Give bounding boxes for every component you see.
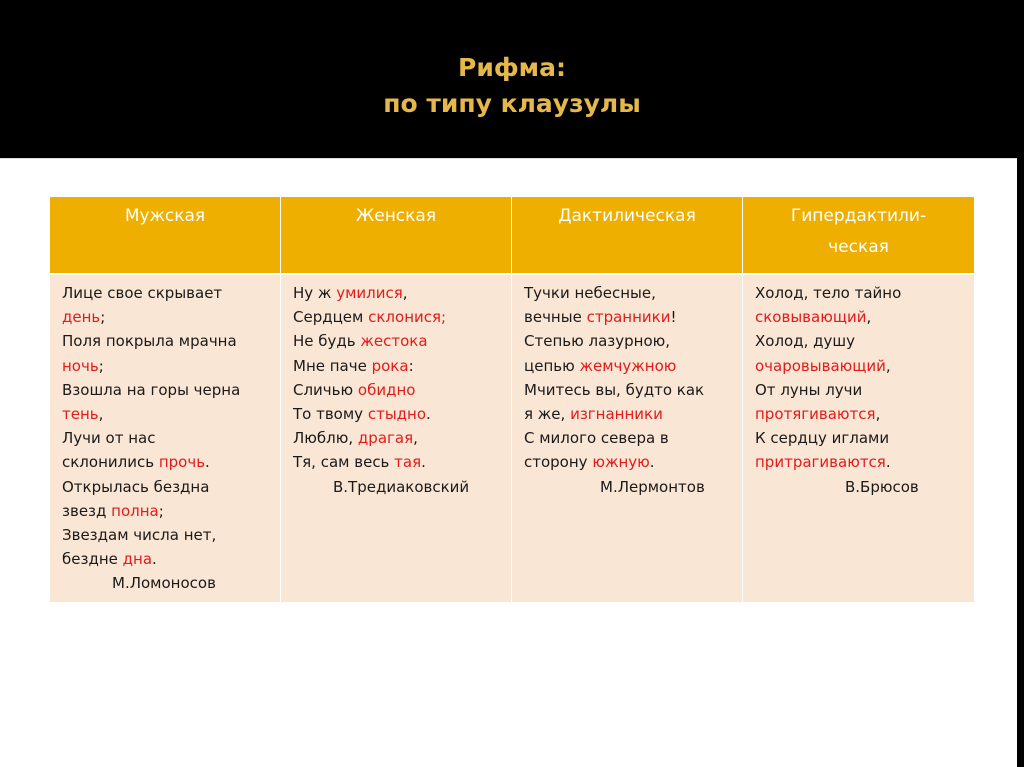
poem-text: Тучки небесные, (524, 284, 656, 302)
rhyme-word: тая (394, 453, 422, 472)
poem-text: вечные (524, 308, 587, 327)
rhyme-word: прочь (158, 453, 206, 472)
header-divider (0, 158, 1017, 159)
poem-text: я же, (524, 405, 571, 424)
rhyme-word: стыдно (367, 405, 427, 424)
poem-text: Звездам числа нет, (62, 526, 217, 545)
poem-text: К сердцу иглами (755, 429, 890, 448)
rhyme-word: умилися (336, 284, 403, 302)
rhyme-word: тень (62, 405, 99, 424)
rhyme-table (49, 197, 975, 602)
poem-line (62, 305, 270, 329)
header-masculine: Мужская (50, 197, 281, 274)
poem-cell-lermontov (512, 274, 743, 602)
poem-line (524, 402, 732, 426)
header-hyperdactylic (743, 197, 975, 274)
poem-line (62, 354, 270, 378)
poem-line (293, 281, 501, 305)
poem-punct: . (421, 453, 426, 472)
poem-text: сторону (524, 453, 593, 472)
poem-text: Степью лазурною, (524, 332, 671, 351)
poem-cell-bryusov (743, 274, 975, 602)
poem-punct: : (408, 356, 414, 375)
rhyme-word: сковывающий (755, 308, 867, 327)
header-hyperdactylic-line-1: Гипердактили- (790, 206, 927, 226)
poem-line (524, 426, 732, 450)
poem-author: В.Брюсов (845, 477, 919, 496)
poem-line (293, 378, 501, 402)
poem-text: Сличью (293, 380, 358, 399)
poem-punct: ; (100, 308, 106, 327)
poem-text: бездне (62, 550, 123, 569)
poem-text: цепью (524, 356, 580, 375)
rhyme-word: притрагиваются (755, 453, 886, 472)
poem-line (62, 281, 270, 305)
poem-punct: . (152, 550, 157, 569)
poem-line (755, 281, 964, 305)
poem-author: В.Тредиаковский (333, 477, 470, 496)
poem-line (293, 354, 501, 378)
poem-text: Взошла на горы черна (62, 380, 241, 399)
poem-punct: , (98, 405, 104, 424)
poem-text: Открылась бездна (62, 477, 210, 496)
poem-text: Холод, тело тайно (755, 284, 902, 302)
poem-text: Холод, душу (755, 332, 855, 351)
poem-text: Ну ж (293, 284, 337, 302)
rhyme-word: дна (122, 550, 153, 569)
header-dactylic: Дактилическая (512, 197, 743, 274)
poem-line (62, 402, 270, 426)
poem-punct: ! (670, 308, 677, 327)
poem-text: Не будь (293, 332, 361, 351)
poem-punct: , (402, 284, 408, 302)
rhyme-word: жестока (360, 332, 428, 351)
poem-line (755, 305, 964, 329)
poem-line (293, 329, 501, 353)
poem-punct: . (885, 453, 891, 472)
poem-text: Сердцем (293, 308, 369, 327)
poem-line (524, 329, 732, 353)
poem-punct: ; (98, 356, 104, 375)
poem-line (524, 450, 732, 474)
poem-punct: , (885, 356, 891, 375)
rhyme-word: обидно (357, 380, 416, 399)
poem-text: То твому (293, 405, 368, 424)
poem-cell-lomonosov (50, 274, 281, 602)
poem-punct: ; (158, 501, 164, 520)
title-line-1: Рифма: (458, 53, 566, 82)
header-feminine: Женская (281, 197, 512, 274)
poem-text: Лице свое скрывает (62, 284, 223, 302)
rhyme-word: день (62, 308, 101, 327)
rhyme-word: ночь (62, 356, 99, 375)
rhyme-word: рока (371, 356, 409, 375)
poem-line (524, 354, 732, 378)
slide-header (0, 0, 1024, 158)
poem-punct: , (875, 405, 881, 424)
rhyme-word: полна (111, 501, 159, 520)
poem-text: С милого севера в (524, 429, 669, 448)
title-line-2: по типу клаузулы (383, 89, 641, 118)
rhyme-word: жемчужною (579, 356, 677, 375)
poem-text: Лучи от нас (62, 429, 156, 448)
poem-text: Мчитесь вы, будто как (524, 380, 705, 399)
poem-author: М.Ломоносов (112, 574, 216, 593)
poem-line (755, 402, 964, 426)
rhyme-word: южную (592, 453, 650, 472)
poem-punct: . (205, 453, 210, 472)
poem-text: Люблю, (293, 429, 358, 448)
poem-text: звезд (62, 501, 112, 520)
poem-line (293, 426, 501, 450)
poem-line (524, 281, 732, 305)
poem-punct: , (413, 429, 418, 448)
poem-line (62, 426, 270, 450)
poem-line (62, 450, 270, 474)
rhyme-word: драгая (357, 429, 414, 448)
poem-line (293, 402, 501, 426)
poem-text: От луны лучи (755, 380, 863, 399)
slide-title (0, 50, 1024, 122)
rhyme-word: протягиваются (755, 405, 876, 424)
poem-line (524, 305, 732, 329)
poem-line (62, 475, 270, 499)
poem-line (62, 329, 270, 353)
poem-line (755, 450, 964, 474)
poem-text: Тя, сам весь (293, 453, 395, 472)
poem-line (293, 450, 501, 474)
table-header-row (50, 197, 975, 274)
poem-line (524, 378, 732, 402)
rhyme-word: изгнанники (570, 405, 663, 424)
poem-line (755, 378, 964, 402)
poem-line (755, 426, 964, 450)
poem-punct: . (649, 453, 655, 472)
poem-text: склонились (62, 453, 159, 472)
header-hyperdactylic-line-2: ческая (828, 237, 889, 257)
right-edge-bar (1017, 158, 1024, 767)
rhyme-word: склонися; (368, 308, 447, 327)
poem-line (293, 305, 501, 329)
poem-line (755, 354, 964, 378)
poem-line (62, 499, 270, 523)
poem-line (62, 547, 270, 571)
poem-punct: , (866, 308, 872, 327)
rhyme-word: странники (586, 308, 671, 327)
poem-line (62, 523, 270, 547)
poem-cell-trediakovsky (281, 274, 512, 602)
table-row (50, 274, 975, 602)
poem-punct: . (426, 405, 431, 424)
poem-line (62, 378, 270, 402)
poem-text: Поля покрыла мрачна (62, 332, 237, 351)
poem-author: М.Лермонтов (600, 477, 705, 496)
poem-text: Мне паче (293, 356, 372, 375)
rhyme-word: очаровывающий (755, 356, 886, 375)
poem-line (755, 329, 964, 353)
